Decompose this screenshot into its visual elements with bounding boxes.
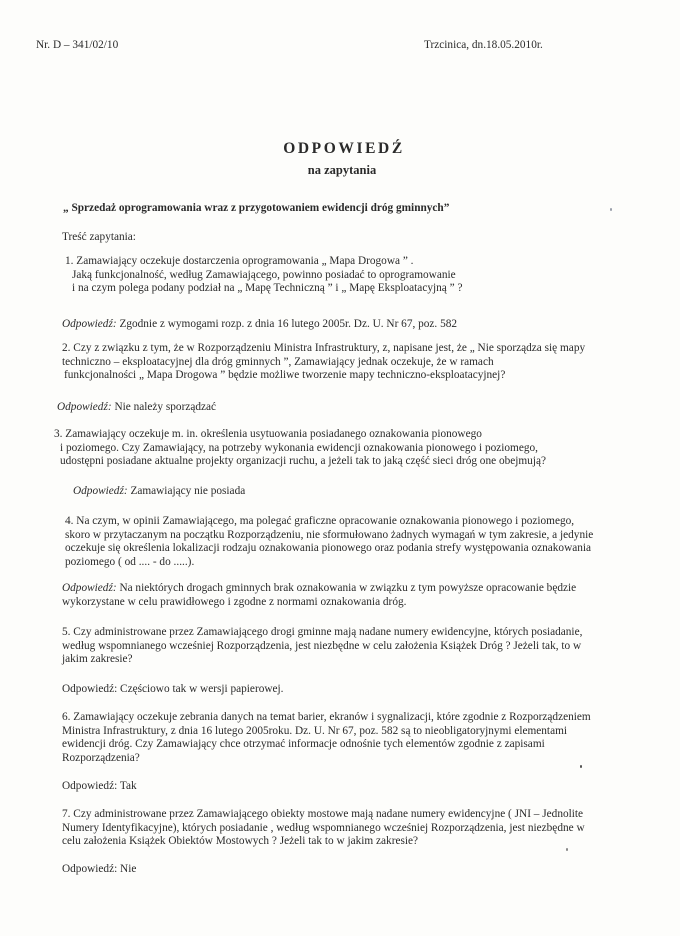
answer-text: Zgodnie z wymogami rozp. z dnia 16 lutego 2005r. Dz. U. Nr 67, poz. 582	[119, 318, 458, 330]
answer-label: Odpowiedź:	[62, 683, 118, 695]
answer-label: Odpowiedź:	[62, 863, 118, 875]
question-line: skoro w przytaczanym na początku Rozporządzeniu, nie sformułowano żadnych wymagań w tym zakresie, a jedynie	[65, 528, 594, 541]
scan-speck	[566, 848, 568, 851]
answer-2	[57, 401, 216, 415]
question-line: funkcjonalności „ Mapa Drogowa ” będzie możliwe tworzenie mapy techniczno-eksploatacyjnej?	[64, 369, 506, 381]
question-line: 5. Czy administrowane przez Zamawiającego drogi gminne mają nadane numery ewidencyjne, których posiadanie,	[62, 626, 583, 638]
answer-6	[62, 780, 137, 794]
answer-1	[62, 318, 457, 332]
question-line: Ministra Infrastruktury, z dnia 16 lutego 2005roku. Dz. U. Nr 67, poz. 582 są to nieobligatoryjnymi elementami	[62, 724, 568, 737]
answer-text: Nie	[120, 863, 137, 875]
question-6	[62, 711, 591, 765]
answer-label: Odpowiedź:	[62, 318, 117, 330]
question-2	[62, 342, 585, 383]
question-line: Rozporządzenia?	[62, 751, 140, 764]
answer-text: Na niektórych drogach gminnych brak oznakowania w związku z tym powyższe opracowanie będzie	[119, 582, 577, 594]
inquiry-label: Treść zapytania:	[62, 231, 136, 243]
question-line: poziomego ( od .... - do .....).	[65, 555, 195, 568]
subject-line: „ Sprzedaż oprogramowania wraz z przygotowaniem ewidencji dróg gminnych”	[63, 202, 450, 214]
reference-number: Nr. D – 341/02/10	[36, 39, 119, 51]
answer-label: Odpowiedź:	[57, 401, 112, 413]
answer-4	[62, 582, 576, 609]
question-line: 3. Zamawiający oczekuje m. in. określenia usytuowania posiadanego oznakowania pionowego	[54, 428, 482, 440]
answer-label: Odpowiedź:	[62, 780, 118, 792]
question-line: 4. Na czym, w opinii Zamawiającego, ma polegać graficzne opracowanie oznakowania pionowego i poziomego,	[65, 515, 575, 527]
question-line: 2. Czy z związku z tym, że w Rozporządzeniu Ministra Infrastruktury, z, napisane jest, że „ Nie sporządza się mapy	[62, 342, 586, 354]
question-line: udostępni posiadane aktualne projekty organizacji ruchu, a jeżeli tak to jaką część sieci dróg one obejmują?	[60, 455, 546, 467]
scan-speck	[580, 765, 582, 768]
question-line: i poziomego. Czy Zamawiający, na potrzeby wykonania ewidencji oznakowania pionowego i poziomego,	[60, 441, 538, 454]
question-line: Jaką funkcjonalność, według Zamawiającego, powinno posiadać to oprogramowanie	[72, 268, 456, 281]
answer-text: Nie należy sporządzać	[114, 401, 217, 413]
question-line: celu założenia Książek Obiektów Mostowych ? Jeżeli tak to w jakim zakresie?	[62, 835, 419, 847]
answer-text: Częściowo tak w wersji papierowej.	[120, 683, 284, 695]
question-line: i na czym polega podany podział na „ Mapę Techniczną ” i „ Mapę Eksploatacyjną ” ?	[72, 282, 463, 294]
question-line: oczekuje się określenia lokalizacji rodzaju oznakowania pionowego oraz podania strefy występowania oznakowania	[65, 542, 592, 554]
question-line: ewidencji dróg. Czy Zamawiający chce otrzymać informacje odnośnie tych elementów zgodnie z zapisami	[62, 738, 545, 750]
question-line: jakim zakresie?	[62, 653, 133, 665]
question-3	[54, 428, 546, 469]
question-line: według wspomnianego wcześniej Rozporządzenia, jest niezbędne w celu założenia Książek Dróg ? Jeżeli tak, to w	[62, 639, 582, 652]
answer-label: Odpowiedź:	[73, 485, 128, 497]
place-date: Trzcinica, dn.18.05.2010r.	[424, 39, 543, 51]
question-4	[65, 515, 593, 569]
answer-3	[73, 485, 245, 499]
question-line: Numery Identyfikacyjne), których posiadanie , według wspomnianego wcześniej Rozporządzenia, jest niezbędne w	[62, 821, 585, 834]
question-line: 1. Zamawiający oczekuje dostarczenia oprogramowania „ Mapa Drogowa ” .	[65, 255, 414, 267]
answer-text: wykorzystane w celu prawidłowego i zgodne z normami oznakowania dróg.	[62, 595, 407, 608]
question-line: 7. Czy administrowane przez Zamawiającego obiekty mostowe mają nadane numery ewidencyjne ( JNI – Jednolite	[62, 808, 584, 820]
question-5	[62, 626, 582, 667]
answer-5	[62, 683, 284, 697]
answer-label: Odpowiedź:	[62, 582, 117, 594]
question-line: techniczno – eksploatacyjnej dla dróg gminnych ”, Zamawiający jednak oczekuje, że w ramach	[62, 355, 494, 368]
question-7	[62, 808, 585, 849]
answer-text: Tak	[119, 780, 137, 792]
document-subtitle: na zapytania	[307, 163, 377, 177]
document-title: ODPOWIEDŹ	[283, 140, 405, 157]
answer-text: Zamawiający nie posiada	[130, 485, 246, 497]
question-1	[65, 255, 462, 296]
scan-speck	[610, 208, 612, 211]
question-line: 6. Zamawiający oczekuje zebrania danych na temat barier, ekranów i sygnalizacji, które zgodnie z Rozporządzeniem	[62, 711, 591, 723]
answer-7	[62, 863, 136, 877]
